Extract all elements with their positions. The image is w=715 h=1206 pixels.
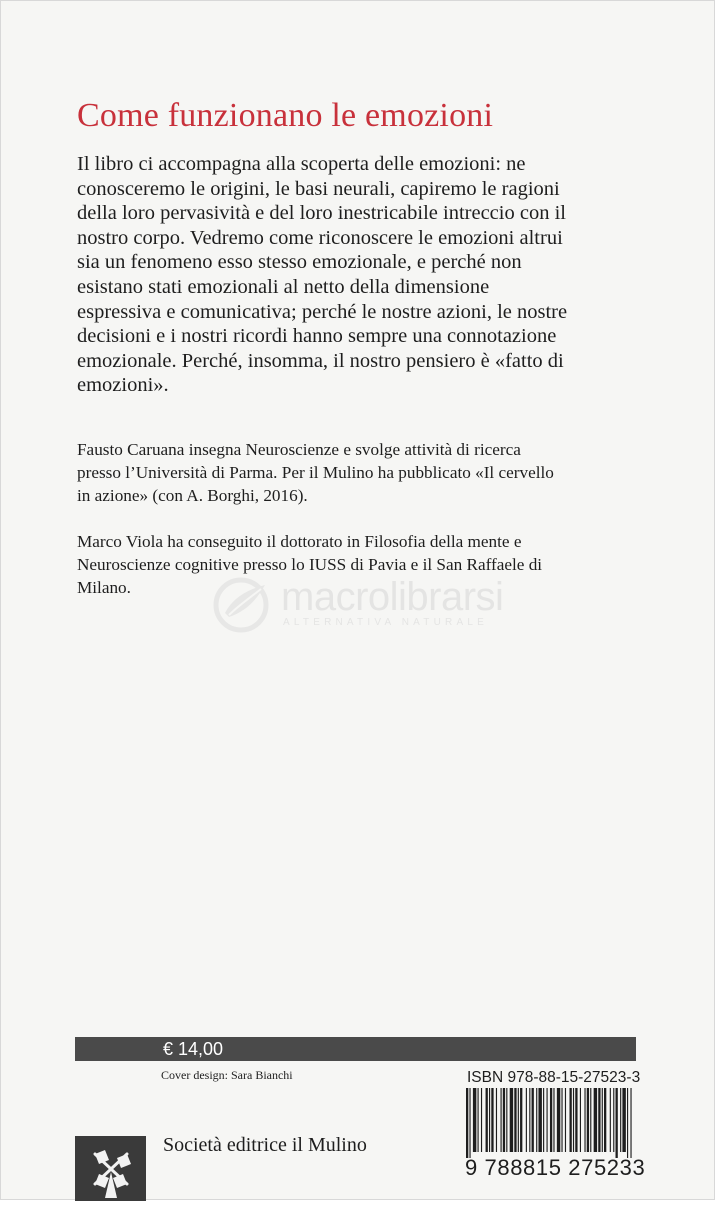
barcode-bar bbox=[613, 1088, 614, 1152]
watermark bbox=[211, 575, 521, 635]
barcode-bar bbox=[473, 1088, 476, 1152]
barcode-bar bbox=[478, 1088, 479, 1152]
barcode-bar bbox=[496, 1088, 497, 1152]
watermark-name: macrolibrarsi bbox=[281, 575, 504, 619]
author-bio-caruana bbox=[77, 439, 657, 507]
author-bio-line: Neuroscienze cognitive presso lo IUSS di Pavia e il San Raffaele di bbox=[77, 554, 543, 574]
barcode-bar bbox=[584, 1088, 585, 1152]
barcode-bar bbox=[489, 1088, 490, 1152]
barcode-bar bbox=[486, 1088, 488, 1152]
barcode-bar bbox=[565, 1088, 566, 1152]
barcode-bar bbox=[557, 1088, 560, 1152]
barcode-bar bbox=[620, 1088, 621, 1152]
isbn: ISBN 978-88-15-27523-3 bbox=[467, 1069, 641, 1086]
barcode-bar bbox=[602, 1088, 603, 1152]
price-bar bbox=[75, 1037, 636, 1061]
barcode-bar bbox=[481, 1088, 482, 1152]
barcode-bar bbox=[627, 1088, 628, 1158]
barcode-bar bbox=[573, 1088, 574, 1152]
blurb-line: decisioni e i nostri ricordi hanno sempre una connotazione bbox=[77, 325, 557, 348]
cover-design-credit: Cover design: Sara Bianchi bbox=[161, 1068, 293, 1082]
blurb-line: nostro corpo. Vedremo come riconoscere le emozioni altrui bbox=[77, 226, 563, 249]
barcode-bar bbox=[590, 1088, 591, 1152]
barcode-bar bbox=[536, 1088, 537, 1152]
author-bio-line: presso l’Università di Parma. Per il Mulino ha pubblicato «Il cervello bbox=[77, 462, 554, 482]
barcode-bar bbox=[543, 1088, 544, 1152]
blurb-line: emozionale. Perché, insomma, il nostro pensiero è «fatto di bbox=[77, 349, 564, 372]
leaf-icon bbox=[211, 575, 273, 633]
barcode-bar bbox=[580, 1088, 581, 1152]
author-bio-line: Milano. bbox=[77, 577, 131, 597]
author-bio-line: Marco Viola ha conseguito il dottorato in Filosofia della mente e bbox=[77, 532, 522, 551]
barcode-bar bbox=[506, 1088, 507, 1152]
blurb-line: della loro pervasività e del loro inestricabile intreccio con il bbox=[77, 202, 566, 225]
price: € 14,00 bbox=[163, 1038, 224, 1059]
barcode-bar bbox=[570, 1088, 572, 1152]
barcode-bar bbox=[561, 1088, 562, 1152]
publisher-logo bbox=[75, 1136, 146, 1201]
barcode-bar bbox=[594, 1088, 597, 1152]
watermark-tagline: ALTERNATIVA NATURALE bbox=[283, 617, 488, 628]
barcode-bar bbox=[501, 1088, 502, 1152]
barcode-bar bbox=[604, 1088, 606, 1152]
barcode-bar bbox=[616, 1088, 618, 1158]
publisher-name: Società editrice il Mulino bbox=[163, 1134, 367, 1156]
barcode-bar bbox=[529, 1088, 530, 1152]
barcode-bar bbox=[547, 1088, 548, 1152]
barcode-bar bbox=[622, 1088, 625, 1152]
barcode-bar bbox=[598, 1088, 600, 1152]
barcode bbox=[464, 1088, 636, 1158]
blurb-line: sia un fenomeno esso stesso emozionale, e perché non bbox=[77, 251, 522, 274]
windmill-icon bbox=[75, 1136, 146, 1201]
blurb-line: emozioni». bbox=[77, 374, 169, 397]
book-blurb bbox=[77, 152, 657, 398]
blurb-line: esistano stati emozionali al netto della dimensione bbox=[77, 275, 490, 298]
barcode-bar bbox=[503, 1088, 505, 1152]
barcode-bar bbox=[466, 1088, 468, 1158]
barcode-bar bbox=[510, 1088, 513, 1152]
blurb-line: espressiva e comunicativa; perché le nostre azioni, le nostre bbox=[77, 300, 568, 323]
barcode-bar bbox=[520, 1088, 522, 1152]
barcode-bar bbox=[538, 1088, 541, 1152]
blurb-line: Il libro ci accompagna alla scoperta delle emozioni: ne bbox=[77, 153, 526, 175]
author-bio-line: in azione» (con A. Borghi, 2016). bbox=[77, 485, 308, 505]
barcode-bar bbox=[469, 1088, 470, 1158]
barcode-bar bbox=[630, 1088, 631, 1158]
barcode-bar bbox=[514, 1088, 516, 1152]
barcode-digits: 9 788815 275233 bbox=[465, 1155, 646, 1180]
barcode-bar bbox=[532, 1088, 534, 1152]
barcode-bar bbox=[610, 1088, 611, 1152]
author-bio-line: Fausto Caruana insegna Neuroscienze e svolge attività di ricerca bbox=[77, 440, 521, 459]
barcode-bar bbox=[526, 1088, 527, 1152]
barcode-bar bbox=[587, 1088, 589, 1152]
blurb-line: conosceremo le origini, le basi neurali, capiremo le ragioni bbox=[77, 177, 560, 200]
barcode-bar bbox=[575, 1088, 577, 1152]
barcode-bar bbox=[553, 1088, 554, 1152]
barcode-bar bbox=[550, 1088, 552, 1152]
barcode-bar bbox=[491, 1088, 493, 1152]
barcode-bar bbox=[518, 1088, 519, 1152]
book-title: Come funzionano le emozioni bbox=[77, 97, 494, 134]
